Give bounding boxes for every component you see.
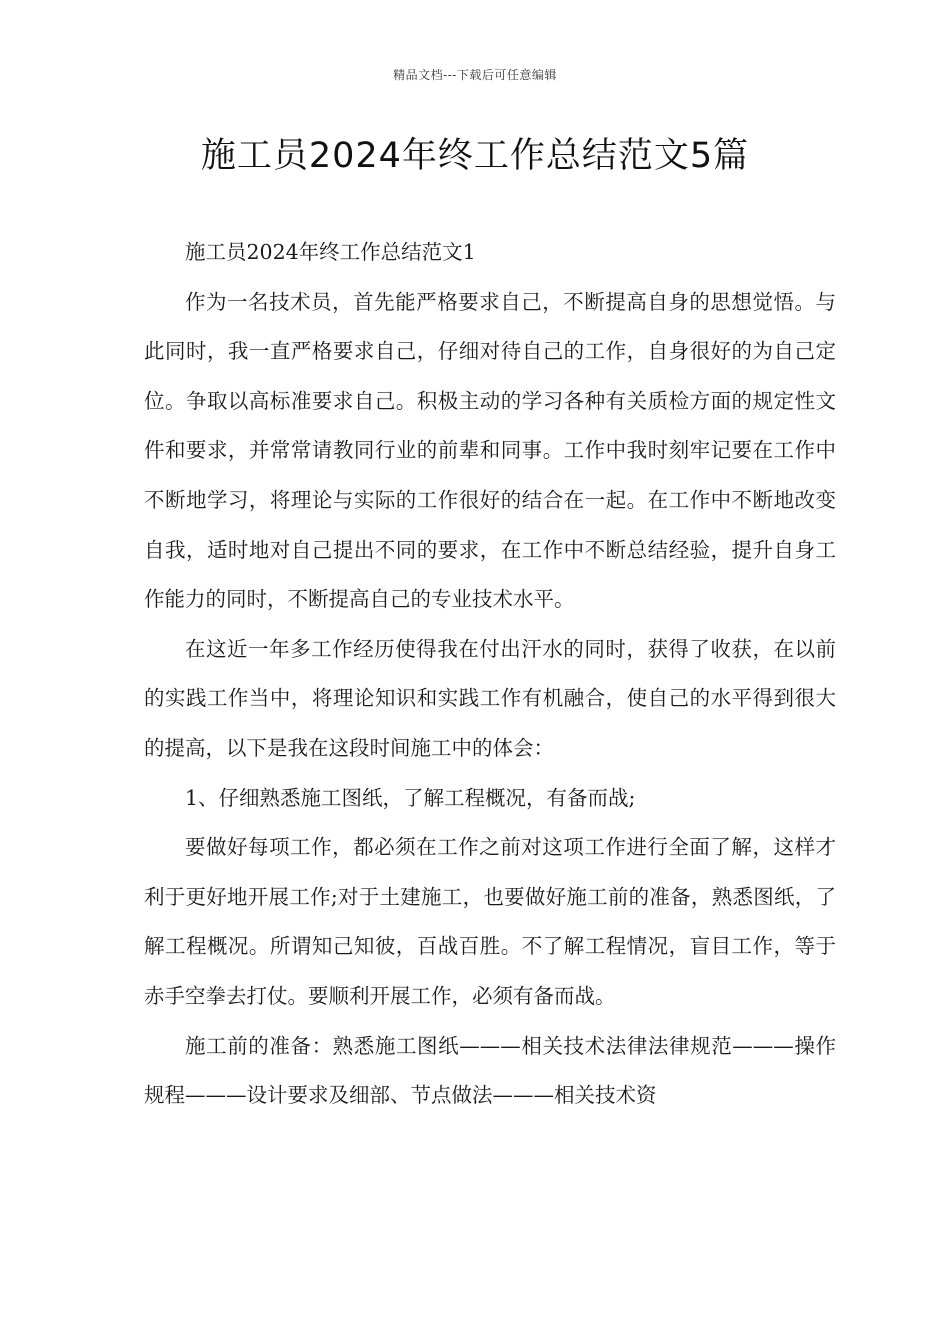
paragraph: 1、仔细熟悉施工图纸，了解工程概况，有备而战;: [185, 785, 636, 810]
paragraph: 在这近一年多工作经历使得我在付出汗水的同时，获得了收获，在以前的实践工作当中，将理论知识和实践工作有机融合，使自己的水平得到很大的提高，以下是我在这段时间施工中的体会：: [144, 636, 836, 760]
paragraph: 要做好每项工作，都必须在工作之前对这项工作进行全面了解，这样才利于更好地开展工作;对于土建施工，也要做好施工前的准备，熟悉图纸，了解工程概况。所谓知己知彼，百战百胜。不了解工程情况，盲目工作，等于赤手空拳去打仗。要顺利开展工作，必须有备而战。: [144, 835, 836, 1008]
header-note: 精品文档---下载后可任意编辑: [393, 68, 557, 82]
section-title: 施工员2024年终工作总结范文1: [185, 240, 476, 264]
document-title: 施工员2024年终工作总结范文5篇: [200, 136, 750, 176]
document-body: [144, 228, 836, 1121]
paragraph: 施工前的准备：熟悉施工图纸———相关技术法律法律规范———操作规程———设计要求及细部、节点做法———相关技术资: [144, 1033, 836, 1108]
paragraph: 作为一名技术员，首先能严格要求自己，不断提高自身的思想觉悟。与此同时，我一直严格要求自己，仔细对待自己的工作，自身很好的为自己定位。争取以高标准要求自己。积极主动的学习各种有关质检方面的规定性文件和要求，并常常请教同行业的前辈和同事。工作中我时刻牢记要在工作中不断地学习，将理论与实际的工作很好的结合在一起。在工作中不断地改变自我，适时地对自己提出不同的要求，在工作中不断总结经验，提升自身工作能力的同时，不断提高自己的专业技术水平。: [144, 289, 836, 612]
